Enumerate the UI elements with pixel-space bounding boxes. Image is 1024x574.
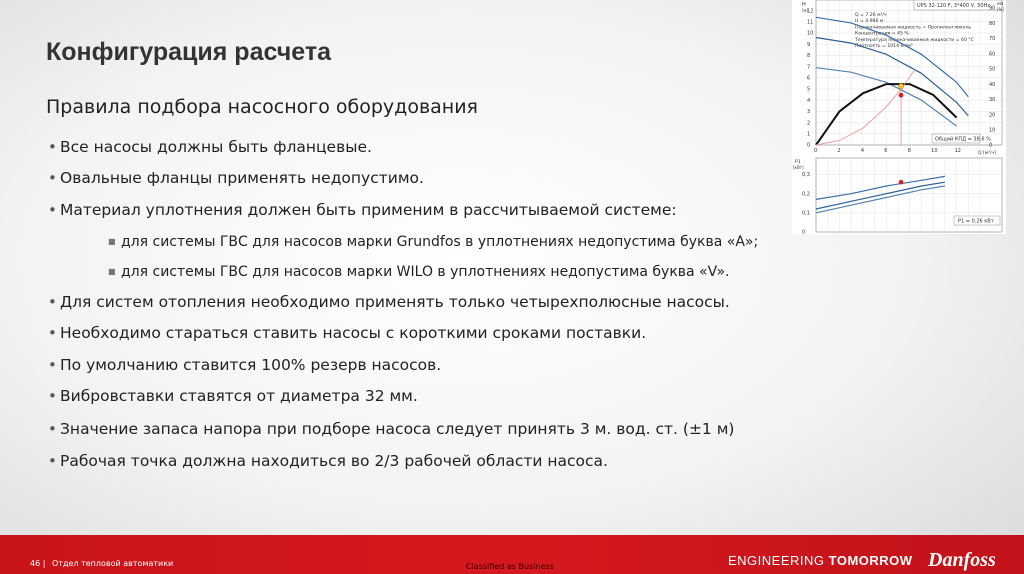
eta-tick-label: 0: [989, 142, 993, 149]
q-tick-label: 12: [954, 148, 961, 154]
eta-axis-label: eta: [997, 1, 1004, 6]
q-axis-label: Q [м³/ч]: [978, 151, 996, 156]
h-axis-label: H: [802, 2, 806, 8]
chart-info-line: H = 4.986 м: [855, 19, 884, 25]
footer-bar: [0, 535, 1024, 574]
bullet-icon: •: [48, 201, 57, 219]
bullet-icon: •: [48, 356, 57, 374]
pump-curve-chart: [792, 0, 1006, 234]
bullet-item: • Вибровставки ставятся от диаметра 32 мм.: [48, 387, 418, 405]
chart-title: UPS 32-120 F, 3*400 V, 50Hz: [917, 3, 990, 9]
efficiency-point: [898, 84, 903, 89]
h-tick-label: 1: [807, 131, 811, 138]
chart-info-line: Q = 7.26 м³/ч: [855, 13, 887, 18]
bullet-item: • Рабочая точка должна находиться во 2/3 рабочей области насоса.: [48, 452, 608, 470]
bullet-item: • Необходимо стараться ставить насосы с короткими сроками поставки.: [48, 324, 647, 342]
square-bullet-icon: ■: [108, 267, 116, 276]
p-tick-label: 0,3: [802, 172, 810, 179]
h-tick-label: 8: [807, 53, 811, 60]
bullet-icon: •: [48, 324, 57, 342]
power-label: P1 = 0.26 кВт: [958, 218, 994, 225]
bullet-icon: •: [48, 293, 57, 311]
bullet-icon: •: [48, 138, 57, 156]
q-tick-label: 4: [860, 148, 865, 154]
h-tick-label: 5: [807, 86, 811, 93]
h-tick-label: 12: [807, 8, 814, 15]
q-tick-label: 2: [837, 148, 841, 154]
eta-tick-label: 20: [989, 112, 996, 119]
bullet-icon: •: [48, 420, 57, 438]
p-axis-unit: [кВт]: [793, 165, 804, 170]
eta-tick-label: 60: [989, 51, 996, 58]
h-tick-label: 7: [807, 64, 811, 71]
classification-label: Classified as Business: [466, 562, 554, 571]
power-curve: [816, 176, 945, 199]
h-tick-label: 10: [807, 30, 814, 37]
eta-tick-label: 50: [989, 66, 996, 73]
bullet-icon: •: [48, 169, 57, 187]
eta-tick-label: 80: [989, 20, 996, 27]
bullet-item: • Овальные фланцы применять недопустимо.: [48, 169, 424, 187]
bullet-item: • Все насосы должны быть фланцевые.: [48, 138, 372, 156]
chart-info-line: Температура перекачиваемой жидкости = 60 °C: [855, 37, 974, 43]
p-tick-label: 0: [802, 229, 806, 234]
bullet-item: • По умолчанию ставится 100% резерв насосов.: [48, 356, 442, 374]
q-tick-label: 6: [884, 148, 888, 154]
page-number: 46 |: [30, 559, 46, 568]
q-tick-label: 10: [931, 148, 938, 154]
q-tick-label: 0: [814, 148, 818, 154]
sub-bullet-item: ■ для системы ГВС для насосов марки Grundfos в уплотнениях недопустима буква «А»;: [108, 234, 759, 250]
eta-tick-label: 10: [989, 127, 996, 134]
h-tick-label: 2: [807, 120, 811, 127]
p-tick-label: 0,1: [802, 210, 810, 217]
eta-tick-label: 70: [989, 36, 996, 43]
square-bullet-icon: ■: [108, 237, 116, 246]
eta-tick-label: 30: [989, 97, 996, 104]
h-tick-label: 6: [807, 75, 811, 82]
bullet-item: • Значение запаса напора при подборе насоса следует принять 3 м. вод. ст. (±1 м): [48, 420, 735, 438]
chart-info-line: Плотность = 1014 кг/м³: [855, 44, 913, 49]
footer-slogan: ENGINEERING TOMORROW: [728, 553, 913, 568]
h-tick-label: 0: [807, 142, 811, 149]
eta-tick-label: 40: [989, 81, 996, 88]
system-curve: [816, 69, 916, 145]
chart-info-line: Перекачиваемая жидкость = Пропиленгликоль: [855, 25, 972, 31]
eta-axis-unit: [%]: [997, 7, 1004, 12]
h-tick-label: 3: [807, 109, 811, 116]
bullet-item: • Для систем отопления необходимо применять только четырехполюсные насосы.: [48, 293, 730, 311]
chart-info-line: Концентрация = 45 %: [855, 31, 909, 37]
bullet-icon: •: [48, 387, 57, 405]
q-tick-label: 8: [907, 148, 911, 154]
h-tick-label: 9: [807, 41, 811, 48]
eta-tick-label: 90: [989, 5, 996, 12]
operating-point: [899, 93, 904, 98]
power-curve: [816, 182, 945, 209]
footer-department: Отдел тепловой автоматики: [52, 559, 174, 568]
chart-grid: [816, 2, 1002, 232]
h-curve: [816, 38, 968, 116]
slide-title: Конфигурация расчета: [46, 38, 331, 66]
h-tick-label: 4: [807, 97, 811, 104]
efficiency-label: Общий КПД = 38.6 %: [935, 136, 991, 143]
p-axis-label: P1: [795, 160, 801, 165]
bullet-icon: •: [48, 452, 57, 470]
h-tick-label: 11: [807, 19, 814, 26]
bullet-item: • Материал уплотнения должен быть применим в рассчитываемой системе:: [48, 201, 677, 219]
h-axis-unit: [м]: [802, 8, 809, 13]
slide-subtitle: Правила подбора насосного оборудования: [46, 96, 478, 118]
danfoss-logo: Danfoss: [928, 549, 996, 571]
power-curve: [816, 186, 945, 213]
sub-bullet-item: ■ для системы ГВС для насосов марки WILO в уплотнениях недопустима буква «V».: [108, 264, 730, 280]
p-tick-label: 0,2: [802, 191, 810, 198]
power-point: [899, 180, 904, 185]
